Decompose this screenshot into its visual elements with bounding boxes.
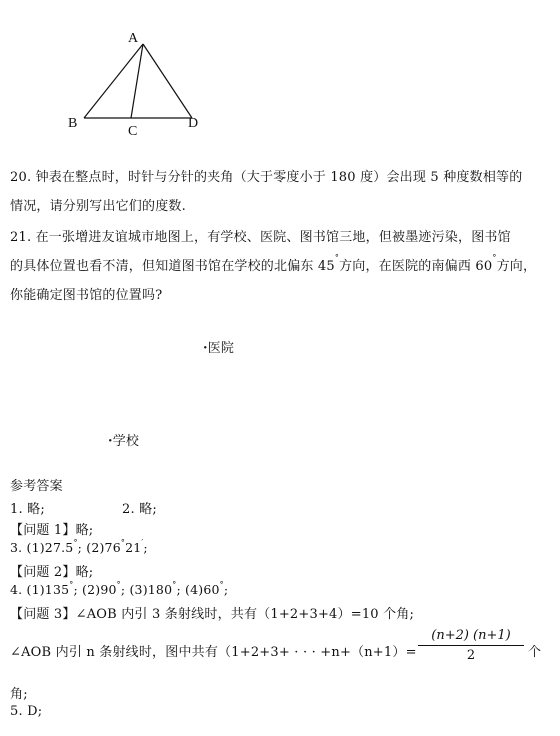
answer-3: 3. (1)27.5°; (2)76°21′; [10,538,148,555]
hospital-point [203,337,234,356]
formula-denominator: 2 [466,648,476,663]
answer-2: 2. 略; [122,502,157,517]
label-A: A [128,31,139,46]
q21-line1: 21. 在一张增进友谊城市地图上，有学校、医院、图书馆三地，但被墨迹污染，图书馆 [10,230,511,245]
segment-AC [131,44,143,118]
answers-title: 参考答案 [10,479,63,494]
formula-text: ∠AOB 内引 n 条射线时，图中共有（1+2+3+ · · · +n+（n+1）= [10,645,417,660]
problem-1-answer: 【问题 1】略; [10,523,94,538]
label-B: B [68,116,78,131]
formula-tail: 个 [528,645,542,660]
hospital-dot: · [203,341,208,356]
q20-line1: 20. 钟表在整点时，时针与分针的夹角（大于零度小于 180 度）会出现 5 种度数相等的 [10,170,523,185]
answer-4: 4. (1)135°; (2)90°; (3)180°; (4)60°; [10,580,229,597]
label-D: D [188,116,199,131]
answer-1: 1. 略; [10,502,45,517]
school-label: 学校 [112,434,140,449]
label-C: C [128,124,138,139]
hospital-label: 医院 [207,341,235,356]
q20-line2: 情况，请分别写出它们的度数. [10,199,186,214]
formula-fraction [418,628,524,663]
school-dot: · [108,434,113,449]
q21-line3: 你能确定图书馆的位置吗? [10,288,163,303]
problem-2-answer: 【问题 2】略; [10,565,94,580]
answer-5: 5. D; [10,704,43,719]
formula-numerator: (n+2) (n+1) [431,628,511,643]
segment-AD [143,44,192,118]
q21-line2: 的具体位置也看不清，但知道图书馆在学校的北偏东 45°方向，在医院的南偏西 60°方向， [10,253,537,274]
segment-AB [84,44,143,118]
formula-line2: 角; [10,687,28,702]
problem-3-answer: 【问题 3】∠AOB 内引 3 条射线时，共有（1+2+3+4）=10 个角; [10,607,415,622]
school-point [108,430,139,449]
